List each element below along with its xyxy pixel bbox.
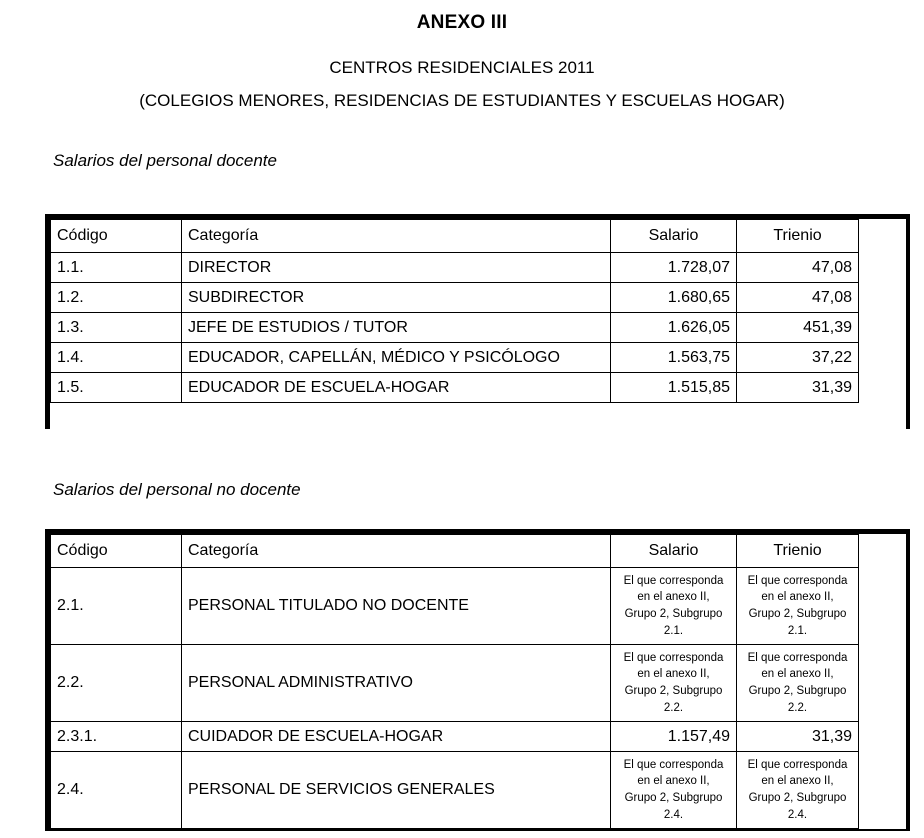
cell-categoria: EDUCADOR, CAPELLÁN, MÉDICO Y PSICÓLOGO bbox=[182, 343, 611, 373]
page-title: ANEXO III bbox=[416, 12, 508, 33]
salaries-docente-table bbox=[50, 219, 906, 433]
cell-trienio: 47,08 bbox=[737, 253, 859, 283]
cell-salario-note: El que corresponda en el anexo II, Grupo 2, Subgrupo 2.4. bbox=[623, 758, 724, 821]
cell-trienio-note: El que corresponda en el anexo II, Grupo 2, Subgrupo 2.4. bbox=[747, 758, 848, 821]
document-subtitle: CENTROS RESIDENCIALES 2011 bbox=[329, 57, 595, 77]
cell-blank bbox=[859, 343, 906, 373]
cell-blank bbox=[859, 752, 906, 829]
column-header-blank bbox=[859, 220, 906, 253]
table-header-row bbox=[51, 220, 906, 253]
cell-salario bbox=[611, 645, 737, 722]
table-row bbox=[51, 313, 906, 343]
cell-codigo: 2.1. bbox=[51, 568, 182, 645]
cell-filler bbox=[51, 403, 182, 434]
cell-codigo: 1.4. bbox=[51, 343, 182, 373]
cell-salario-note: El que corresponda en el anexo II, Grupo 2, Subgrupo 2.1. bbox=[623, 574, 724, 637]
column-header-salario: Salario bbox=[611, 220, 737, 253]
cell-blank bbox=[859, 283, 906, 313]
table-row bbox=[51, 722, 906, 752]
cell-salario bbox=[611, 752, 737, 829]
cell-blank bbox=[859, 568, 906, 645]
table-header-row bbox=[51, 535, 906, 568]
table-row bbox=[51, 283, 906, 313]
cell-codigo: 2.3.1. bbox=[51, 722, 182, 752]
column-header-categoria: Categoría bbox=[182, 535, 611, 568]
cell-blank bbox=[859, 313, 906, 343]
column-header-trienio: Trienio bbox=[737, 535, 859, 568]
cell-filler bbox=[611, 403, 737, 434]
cell-trienio: 31,39 bbox=[737, 722, 859, 752]
column-header-trienio: Trienio bbox=[737, 220, 859, 253]
cell-codigo: 2.2. bbox=[51, 645, 182, 722]
cell-codigo: 1.1. bbox=[51, 253, 182, 283]
table-row bbox=[51, 568, 906, 645]
cell-categoria: PERSONAL ADMINISTRATIVO bbox=[182, 645, 611, 722]
cell-codigo: 1.5. bbox=[51, 373, 182, 403]
cell-blank bbox=[859, 645, 906, 722]
section-heading-docente: Salarios del personal docente bbox=[53, 151, 277, 171]
table-row bbox=[51, 343, 906, 373]
cell-codigo: 2.4. bbox=[51, 752, 182, 829]
column-header-blank bbox=[859, 535, 906, 568]
cell-trienio: 451,39 bbox=[737, 313, 859, 343]
cell-categoria: JEFE DE ESTUDIOS / TUTOR bbox=[182, 313, 611, 343]
cell-salario: 1.157,49 bbox=[611, 722, 737, 752]
cell-blank bbox=[859, 373, 906, 403]
table-filler-row bbox=[51, 403, 906, 434]
cell-categoria: SUBDIRECTOR bbox=[182, 283, 611, 313]
cell-categoria: EDUCADOR DE ESCUELA-HOGAR bbox=[182, 373, 611, 403]
cell-salario: 1.728,07 bbox=[611, 253, 737, 283]
cell-trienio: 47,08 bbox=[737, 283, 859, 313]
cell-trienio bbox=[737, 568, 859, 645]
cell-filler bbox=[182, 403, 611, 434]
section-heading-no-docente: Salarios del personal no docente bbox=[53, 480, 301, 499]
table-row bbox=[51, 752, 906, 829]
column-header-codigo: Código bbox=[51, 220, 182, 253]
column-header-salario: Salario bbox=[611, 535, 737, 568]
cell-trienio-note: El que corresponda en el anexo II, Grupo 2, Subgrupo 2.1. bbox=[747, 574, 848, 637]
cell-categoria: PERSONAL DE SERVICIOS GENERALES bbox=[182, 752, 611, 829]
cell-trienio bbox=[737, 752, 859, 829]
column-header-categoria: Categoría bbox=[182, 220, 611, 253]
document-subtitle-secondary: (COLEGIOS MENORES, RESIDENCIAS DE ESTUDIANTES Y ESCUELAS HOGAR) bbox=[139, 91, 785, 111]
cell-salario: 1.515,85 bbox=[611, 373, 737, 403]
document-page bbox=[0, 12, 924, 838]
table-row bbox=[51, 253, 906, 283]
cell-codigo: 1.2. bbox=[51, 283, 182, 313]
cell-salario: 1.680,65 bbox=[611, 283, 737, 313]
cell-salario bbox=[611, 568, 737, 645]
cell-categoria: CUIDADOR DE ESCUELA-HOGAR bbox=[182, 722, 611, 752]
cell-trienio: 31,39 bbox=[737, 373, 859, 403]
cell-blank bbox=[859, 253, 906, 283]
salaries-no-docente-table-container bbox=[45, 529, 910, 831]
cell-categoria: DIRECTOR bbox=[182, 253, 611, 283]
cell-blank bbox=[859, 722, 906, 752]
cell-trienio bbox=[737, 645, 859, 722]
cell-salario: 1.626,05 bbox=[611, 313, 737, 343]
table-row bbox=[51, 645, 906, 722]
salaries-no-docente-table bbox=[50, 534, 906, 829]
cell-trienio: 37,22 bbox=[737, 343, 859, 373]
salaries-docente-table-container bbox=[45, 214, 910, 429]
cell-codigo: 1.3. bbox=[51, 313, 182, 343]
cell-categoria: PERSONAL TITULADO NO DOCENTE bbox=[182, 568, 611, 645]
cell-trienio-note: El que corresponda en el anexo II, Grupo 2, Subgrupo 2.2. bbox=[747, 651, 848, 714]
table-row bbox=[51, 373, 906, 403]
cell-filler bbox=[737, 403, 859, 434]
cell-salario: 1.563,75 bbox=[611, 343, 737, 373]
cell-salario-note: El que corresponda en el anexo II, Grupo 2, Subgrupo 2.2. bbox=[623, 651, 724, 714]
cell-filler bbox=[859, 403, 906, 434]
column-header-codigo: Código bbox=[51, 535, 182, 568]
